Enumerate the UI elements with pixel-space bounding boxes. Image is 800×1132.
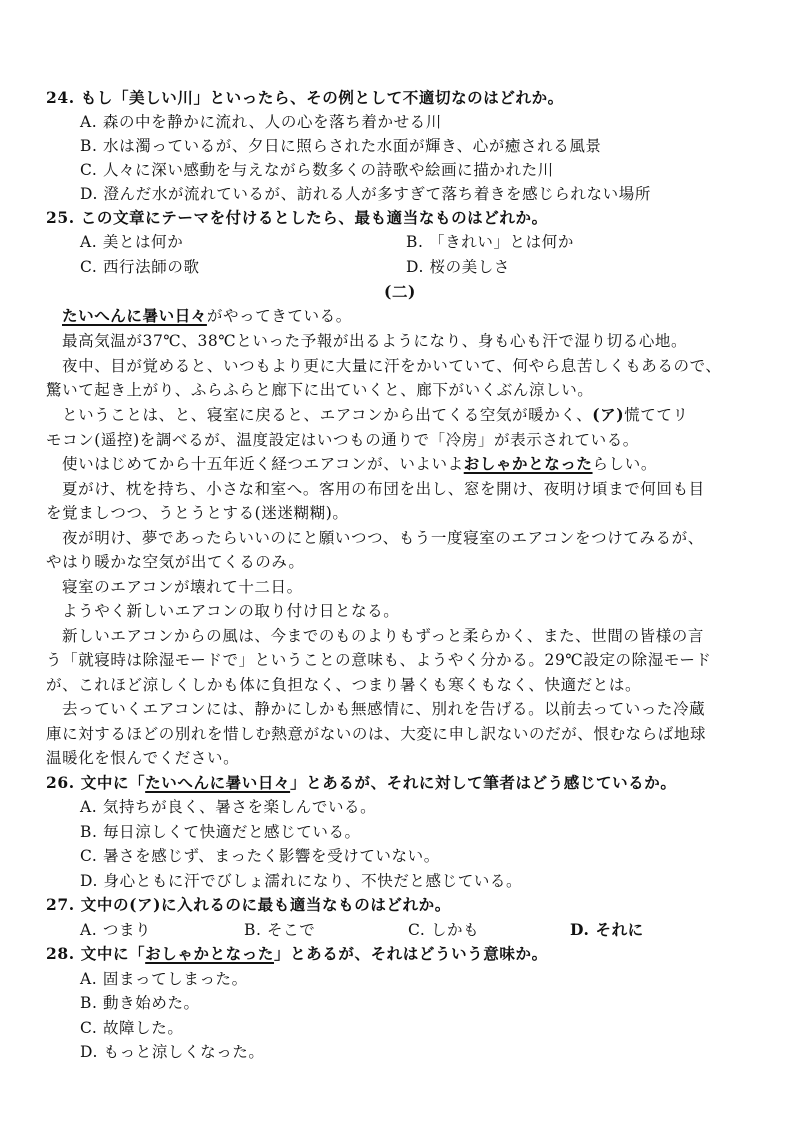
question-25-stem: 25. この文章にテーマを付けるとしたら、最も適当なものはどれか。 xyxy=(46,208,548,227)
blank-a-marker: (ア) xyxy=(129,895,162,914)
q26-option-c: C. 暑さを感じず、まったく影響を受けていない。 xyxy=(80,847,440,865)
q25-option-c: C. 西行法師の歌 xyxy=(80,258,200,276)
passage-line-5 xyxy=(62,405,689,425)
q25-option-b: B. 「きれい」とは何か xyxy=(406,233,574,251)
q24-option-d: D. 澄んだ水が流れているが、訪れる人が多すぎて落ち着きを感じられない場所 xyxy=(80,185,651,203)
q24-option-b: B. 水は濁っているが、夕日に照らされた水面が輝き、心が癒される風景 xyxy=(80,137,602,155)
passage-text: 使いはじめてから十五年近く経つエアコンが、いよいよ xyxy=(62,455,464,473)
stem-text: 26. 文中に「 xyxy=(46,773,146,792)
passage-line-18: 庫に対するほどの別れを惜しむ熱意がないのは、大変に申し訳ないのだが、恨むならば地球 xyxy=(46,725,707,743)
passage-line-13: ようやく新しいエアコンの取り付け日となる。 xyxy=(62,602,400,620)
stem-text: 28. 文中に「 xyxy=(46,944,146,963)
passage-line-6: モコン(遥控)を調べるが、温度設定はいつもの通りで「冷房」が表示されている。 xyxy=(46,431,639,449)
passage-line-15: う「就寝時は除湿モードで」ということの意味も、ようやく分かる。29℃設定の除湿モード xyxy=(46,651,712,669)
passage-text: がやってきている。 xyxy=(206,307,352,325)
stem-underlined-phrase: たいへんに暑い日々 xyxy=(145,773,291,792)
q24-option-a: A. 森の中を静かに流れ、人の心を落ち着かせる川 xyxy=(80,113,442,131)
q27-option-d: D. それに xyxy=(570,920,644,939)
q25-option-d: D. 桜の美しさ xyxy=(406,258,511,276)
passage-text: 慌ててリ xyxy=(624,406,689,424)
q27-option-b: B. そこで xyxy=(244,921,316,939)
passage-text: らしい。 xyxy=(592,455,657,473)
q28-option-a: A. 固まってしまった。 xyxy=(80,970,248,988)
q24-option-c: C. 人々に深い感動を与えながら数多くの詩歌や絵画に描かれた川 xyxy=(80,161,554,179)
q25-option-a: A. 美とは何か xyxy=(80,233,184,251)
q26-option-d: D. 身心ともに汗でびしょ濡れになり、不快だと感じている。 xyxy=(80,872,523,890)
stem-text: 」とあるが、それはどういう意味か。 xyxy=(273,944,548,963)
section-title: (二) xyxy=(384,282,416,301)
underlined-phrase-hot-days: たいへんに暑い日々 xyxy=(62,306,207,325)
passage-line-3: 夜中、目が覚めると、いつもより更に大量に汗をかいていて、何やら息苦しくもあるので、 xyxy=(62,357,722,375)
stem-text: 」とあるが、それに対して筆者はどう感じているか。 xyxy=(290,773,677,792)
underlined-phrase-broke: おしゃかとなった xyxy=(463,454,593,473)
passage-line-7 xyxy=(62,454,657,474)
passage-line-9: を覚ましつつ、うとうとする(迷迷糊糊)。 xyxy=(46,504,349,522)
passage-line-17: 去っていくエアコンには、静かにしかも無感情に、別れを告げる。以前去っていった冷蔵 xyxy=(62,700,706,718)
q27-option-a: A. つまり xyxy=(80,921,152,939)
passage-text: ということは、と、寝室に戻ると、エアコンから出てくる空気が暖かく、 xyxy=(62,406,593,424)
q26-option-a: A. 気持ちが良く、暑さを楽しんでいる。 xyxy=(80,798,377,816)
passage-line-19: 温暖化を恨んでください。 xyxy=(46,749,240,767)
passage-line-8: 夏がけ、枕を持ち、小さな和室へ。客用の布団を出し、窓を開け、夜明け頃まで何回も目 xyxy=(62,480,705,498)
stem-text: に入れるのに最も適当なものはどれか。 xyxy=(161,895,451,914)
passage-line-2: 最高気温が37℃、38℃といった予報が出るようになり、身も心も汗で湿り切る心地。 xyxy=(62,332,688,350)
passage-line-11: やはり暖かな空気が出てくるのみ。 xyxy=(46,553,305,571)
passage-line-14: 新しいエアコンからの風は、今までのものよりもずっと柔らかく、また、世間の皆様の言 xyxy=(62,627,704,645)
q28-option-c: C. 故障した。 xyxy=(80,1019,184,1037)
q27-option-c: C. しかも xyxy=(408,921,480,939)
stem-text: 27. 文中の xyxy=(46,895,130,914)
passage-line-16: が、これほど涼しくしかも体に負担なく、つまり暑くも寒くもなく、快適だとは。 xyxy=(46,676,642,694)
question-27-stem xyxy=(46,895,451,915)
passage-line-12: 寝室のエアコンが壊れて十二日。 xyxy=(62,578,303,596)
question-26-stem xyxy=(46,773,676,793)
stem-underlined-phrase: おしゃかとなった xyxy=(145,944,274,963)
passage-line-1 xyxy=(62,306,352,326)
blank-a-marker: (ア) xyxy=(592,405,625,424)
passage-line-4: 驚いて起き上がり、ふらふらと廊下に出ていくと、廊下がいくぶん涼しい。 xyxy=(46,381,594,399)
q28-option-b: B. 動き始めた。 xyxy=(80,994,200,1012)
question-28-stem xyxy=(46,944,548,964)
q26-option-b: B. 毎日涼しくて快適だと感じている。 xyxy=(80,823,361,841)
q28-option-d: D. もっと涼しくなった。 xyxy=(80,1043,265,1061)
passage-line-10: 夜が明け、夢であったらいいのにと願いつつ、もう一度寝室のエアコンをつけてみるが、 xyxy=(62,529,704,547)
question-24-stem: 24. もし「美しい川」といったら、その例として不適切なのはどれか。 xyxy=(46,88,564,107)
